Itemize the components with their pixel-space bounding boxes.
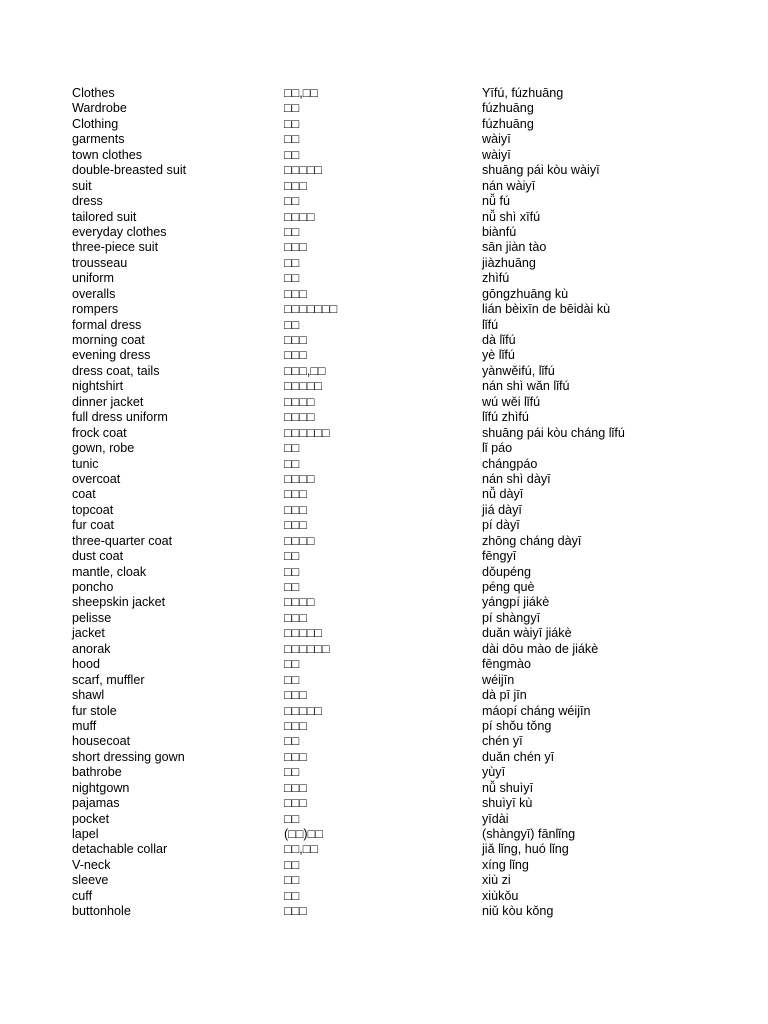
pinyin-term: wéijīn — [482, 672, 515, 687]
english-term: morning coat — [72, 333, 145, 347]
pinyin-term: dà pī jīn — [482, 688, 527, 703]
chinese-term: □□ — [284, 224, 300, 239]
pinyin-term: xiùkǒu — [482, 888, 519, 903]
english-term: hood — [72, 657, 101, 672]
chinese-term: □□□□□ — [284, 703, 323, 718]
chinese-term: □□□ — [284, 780, 307, 795]
english-term: uniform — [72, 271, 114, 286]
english-term: cuff — [72, 888, 93, 903]
english-term: Clothes — [72, 86, 115, 100]
english-term: overcoat — [72, 471, 121, 486]
english-term: three-piece suit — [72, 240, 159, 255]
english-term: coat — [72, 487, 96, 502]
english-term: fur coat — [72, 518, 114, 533]
english-term: suit — [72, 178, 92, 193]
pinyin-term: dǒupéng — [482, 564, 532, 579]
chinese-term: □□ — [284, 811, 300, 826]
pinyin-term: biànfú — [482, 224, 517, 239]
chinese-term: □□□ — [284, 749, 307, 764]
english-term: town clothes — [72, 147, 143, 162]
pinyin-term: dài dōu mào de jiákè — [482, 641, 599, 656]
english-term: bathrobe — [72, 765, 122, 780]
pinyin-term: lǐfú — [482, 317, 499, 332]
pinyin-term: wú wěi lǐfú — [482, 394, 541, 409]
chinese-term: □□□ — [284, 718, 307, 733]
english-term: rompers — [72, 302, 119, 317]
chinese-term: □□□ — [284, 796, 307, 811]
english-term: trousseau — [72, 255, 128, 270]
english-term: scarf, muffler — [72, 672, 145, 687]
chinese-term: □□□ — [284, 178, 307, 193]
chinese-term: □□ — [284, 255, 300, 270]
chinese-term: □□ — [284, 580, 300, 594]
chinese-term: □□ — [284, 672, 300, 687]
chinese-term: □□ — [284, 888, 300, 903]
pinyin-term: lǐ páo — [482, 441, 513, 456]
pinyin-term: nán shì wǎn lǐfú — [482, 379, 570, 394]
english-term: three-quarter coat — [72, 533, 173, 548]
pinyin-term: niǔ kòu kǒng — [482, 904, 554, 919]
english-term: evening dress — [72, 348, 151, 363]
chinese-term: □□□□□□ — [284, 641, 330, 656]
chinese-term: □□ — [284, 657, 300, 672]
pinyin-term: nǚ fú — [482, 194, 511, 209]
chinese-term: □□□□ — [284, 595, 315, 610]
pinyin-term: yànwěifú, lǐfú — [482, 363, 555, 378]
chinese-term: □□ — [284, 132, 300, 147]
pinyin-term: pí shàngyī — [482, 610, 541, 625]
english-term: pelisse — [72, 610, 112, 625]
english-term: tailored suit — [72, 209, 137, 224]
chinese-term: □□□,□□ — [284, 363, 326, 378]
chinese-term: □□□ — [284, 487, 307, 502]
pinyin-term: duǎn wàiyī jiákè — [482, 626, 572, 641]
english-term: lapel — [72, 827, 99, 841]
pinyin-term: nǚ shuìyī — [482, 780, 534, 795]
chinese-term: □□ — [284, 857, 300, 872]
chinese-term: □□□ — [284, 904, 307, 919]
chinese-term: □□□ — [284, 688, 307, 703]
chinese-term: □□□□ — [284, 394, 315, 409]
chinese-term: □□ — [284, 317, 300, 332]
english-term: sheepskin jacket — [72, 595, 166, 610]
chinese-term: □□□ — [284, 286, 307, 301]
pinyin-term: nán shì dàyī — [482, 471, 551, 486]
pinyin-term: jiǎ lǐng, huó lǐng — [482, 842, 569, 857]
pinyin-term: lǐfú zhìfú — [482, 410, 529, 425]
chinese-term: □□□ — [284, 333, 307, 347]
english-term: dress coat, tails — [72, 363, 160, 378]
pinyin-term: wàiyī — [482, 147, 511, 162]
english-term: jacket — [72, 626, 105, 641]
english-term: everyday clothes — [72, 224, 167, 239]
pinyin-term: shuāng pái kòu wàiyī — [482, 163, 600, 178]
english-term: topcoat — [72, 502, 114, 517]
english-term: dinner jacket — [72, 394, 144, 409]
english-term: muff — [72, 718, 97, 733]
pinyin-term: sān jiàn tào — [482, 240, 547, 255]
english-term: double-breasted suit — [72, 163, 187, 178]
pinyin-term: shuāng pái kòu cháng lǐfú — [482, 425, 625, 440]
chinese-term: □□□□ — [284, 410, 315, 425]
chinese-term: □□□ — [284, 502, 307, 517]
pinyin-term: zhōng cháng dàyī — [482, 533, 582, 548]
chinese-term: □□ — [284, 456, 300, 471]
english-term: formal dress — [72, 317, 142, 332]
pinyin-term: fēngyī — [482, 549, 517, 564]
english-term: nightshirt — [72, 379, 124, 394]
chinese-term: □□□□□ — [284, 626, 323, 641]
english-term: full dress uniform — [72, 410, 168, 425]
chinese-term: □□ — [284, 734, 300, 749]
chinese-term: □□□ — [284, 610, 307, 625]
pinyin-term: dà lǐfú — [482, 333, 516, 347]
pinyin-term: nǚ shì xīfú — [482, 209, 541, 224]
english-term: Wardrobe — [72, 101, 127, 116]
english-term: Clothing — [72, 116, 119, 131]
chinese-term: □□ — [284, 564, 300, 579]
pinyin-term: (shàngyī) fānlǐng — [482, 827, 576, 841]
english-term: mantle, cloak — [72, 564, 147, 579]
english-term: tunic — [72, 456, 99, 471]
english-term: pocket — [72, 811, 110, 826]
pinyin-term: chángpáo — [482, 456, 538, 471]
chinese-term: □□□ — [284, 348, 307, 363]
pinyin-term: máopí cháng wéijīn — [482, 703, 591, 718]
chinese-term: □□,□□ — [284, 842, 318, 857]
pinyin-term: lián bèixīn de bēidài kù — [482, 302, 611, 317]
chinese-term: □□□ — [284, 518, 307, 533]
pinyin-term: jiá dàyī — [482, 502, 522, 517]
pinyin-term: zhìfú — [482, 271, 510, 286]
chinese-term: □□ — [284, 271, 300, 286]
chinese-term: □□ — [284, 147, 300, 162]
pinyin-term: yè lǐfú — [482, 348, 515, 363]
chinese-term: □□□□□□ — [284, 425, 330, 440]
english-term: overalls — [72, 286, 116, 301]
english-term: dress — [72, 194, 103, 209]
pinyin-term: fēngmào — [482, 657, 532, 672]
english-term: V-neck — [72, 857, 111, 872]
english-term: detachable collar — [72, 842, 168, 857]
chinese-term: □□,□□ — [284, 86, 318, 100]
chinese-term: □□ — [284, 549, 300, 564]
pinyin-term: yángpí jiákè — [482, 595, 550, 610]
pinyin-term: gōngzhuāng kù — [482, 286, 569, 301]
english-term: sleeve — [72, 873, 109, 888]
english-term: buttonhole — [72, 904, 131, 919]
chinese-term: □□□□□□□ — [284, 302, 338, 317]
chinese-term: □□ — [284, 101, 300, 116]
pinyin-term: xiù zi — [482, 873, 511, 888]
chinese-term: □□□□ — [284, 209, 315, 224]
chinese-term: □□ — [284, 441, 300, 456]
english-term: anorak — [72, 641, 111, 656]
pinyin-term: jiàzhuāng — [482, 255, 536, 270]
pinyin-term: shuìyī kù — [482, 796, 533, 811]
english-term: shawl — [72, 688, 105, 703]
pinyin-term: wàiyī — [482, 132, 511, 147]
pinyin-term: Yīfú, fúzhuāng — [482, 86, 564, 100]
chinese-term: □□□ — [284, 240, 307, 255]
pinyin-term: chén yī — [482, 734, 523, 749]
chinese-term: □□ — [284, 116, 300, 131]
chinese-term: □□□□ — [284, 471, 315, 486]
english-term: nightgown — [72, 780, 130, 795]
chinese-term: (□□)□□ — [284, 827, 323, 841]
english-term: fur stole — [72, 703, 117, 718]
chinese-term: □□□□□ — [284, 163, 323, 178]
english-term: poncho — [72, 580, 114, 594]
pinyin-term: yīdài — [482, 811, 509, 826]
pinyin-term: nán wàiyī — [482, 178, 536, 193]
chinese-term: □□□□ — [284, 533, 315, 548]
pinyin-term: fúzhuāng — [482, 116, 534, 131]
pinyin-term: péng què — [482, 580, 535, 594]
chinese-term: □□ — [284, 873, 300, 888]
chinese-term: □□□□□ — [284, 379, 323, 394]
pinyin-term: yùyī — [482, 765, 506, 780]
english-term: short dressing gown — [72, 749, 185, 764]
pinyin-term: nǚ dàyī — [482, 487, 524, 502]
pinyin-term: duǎn chén yī — [482, 749, 555, 764]
english-term: dust coat — [72, 549, 124, 564]
english-term: frock coat — [72, 425, 127, 440]
pinyin-term: xíng lǐng — [482, 857, 529, 872]
pinyin-term: fúzhuāng — [482, 101, 534, 116]
english-term: housecoat — [72, 734, 131, 749]
chinese-term: □□ — [284, 765, 300, 780]
pinyin-term: pí dàyī — [482, 518, 520, 533]
english-term: pajamas — [72, 796, 120, 811]
chinese-term: □□ — [284, 194, 300, 209]
english-term: gown, robe — [72, 441, 135, 456]
pinyin-term: pí shǒu tǒng — [482, 718, 552, 733]
english-term: garments — [72, 132, 125, 147]
